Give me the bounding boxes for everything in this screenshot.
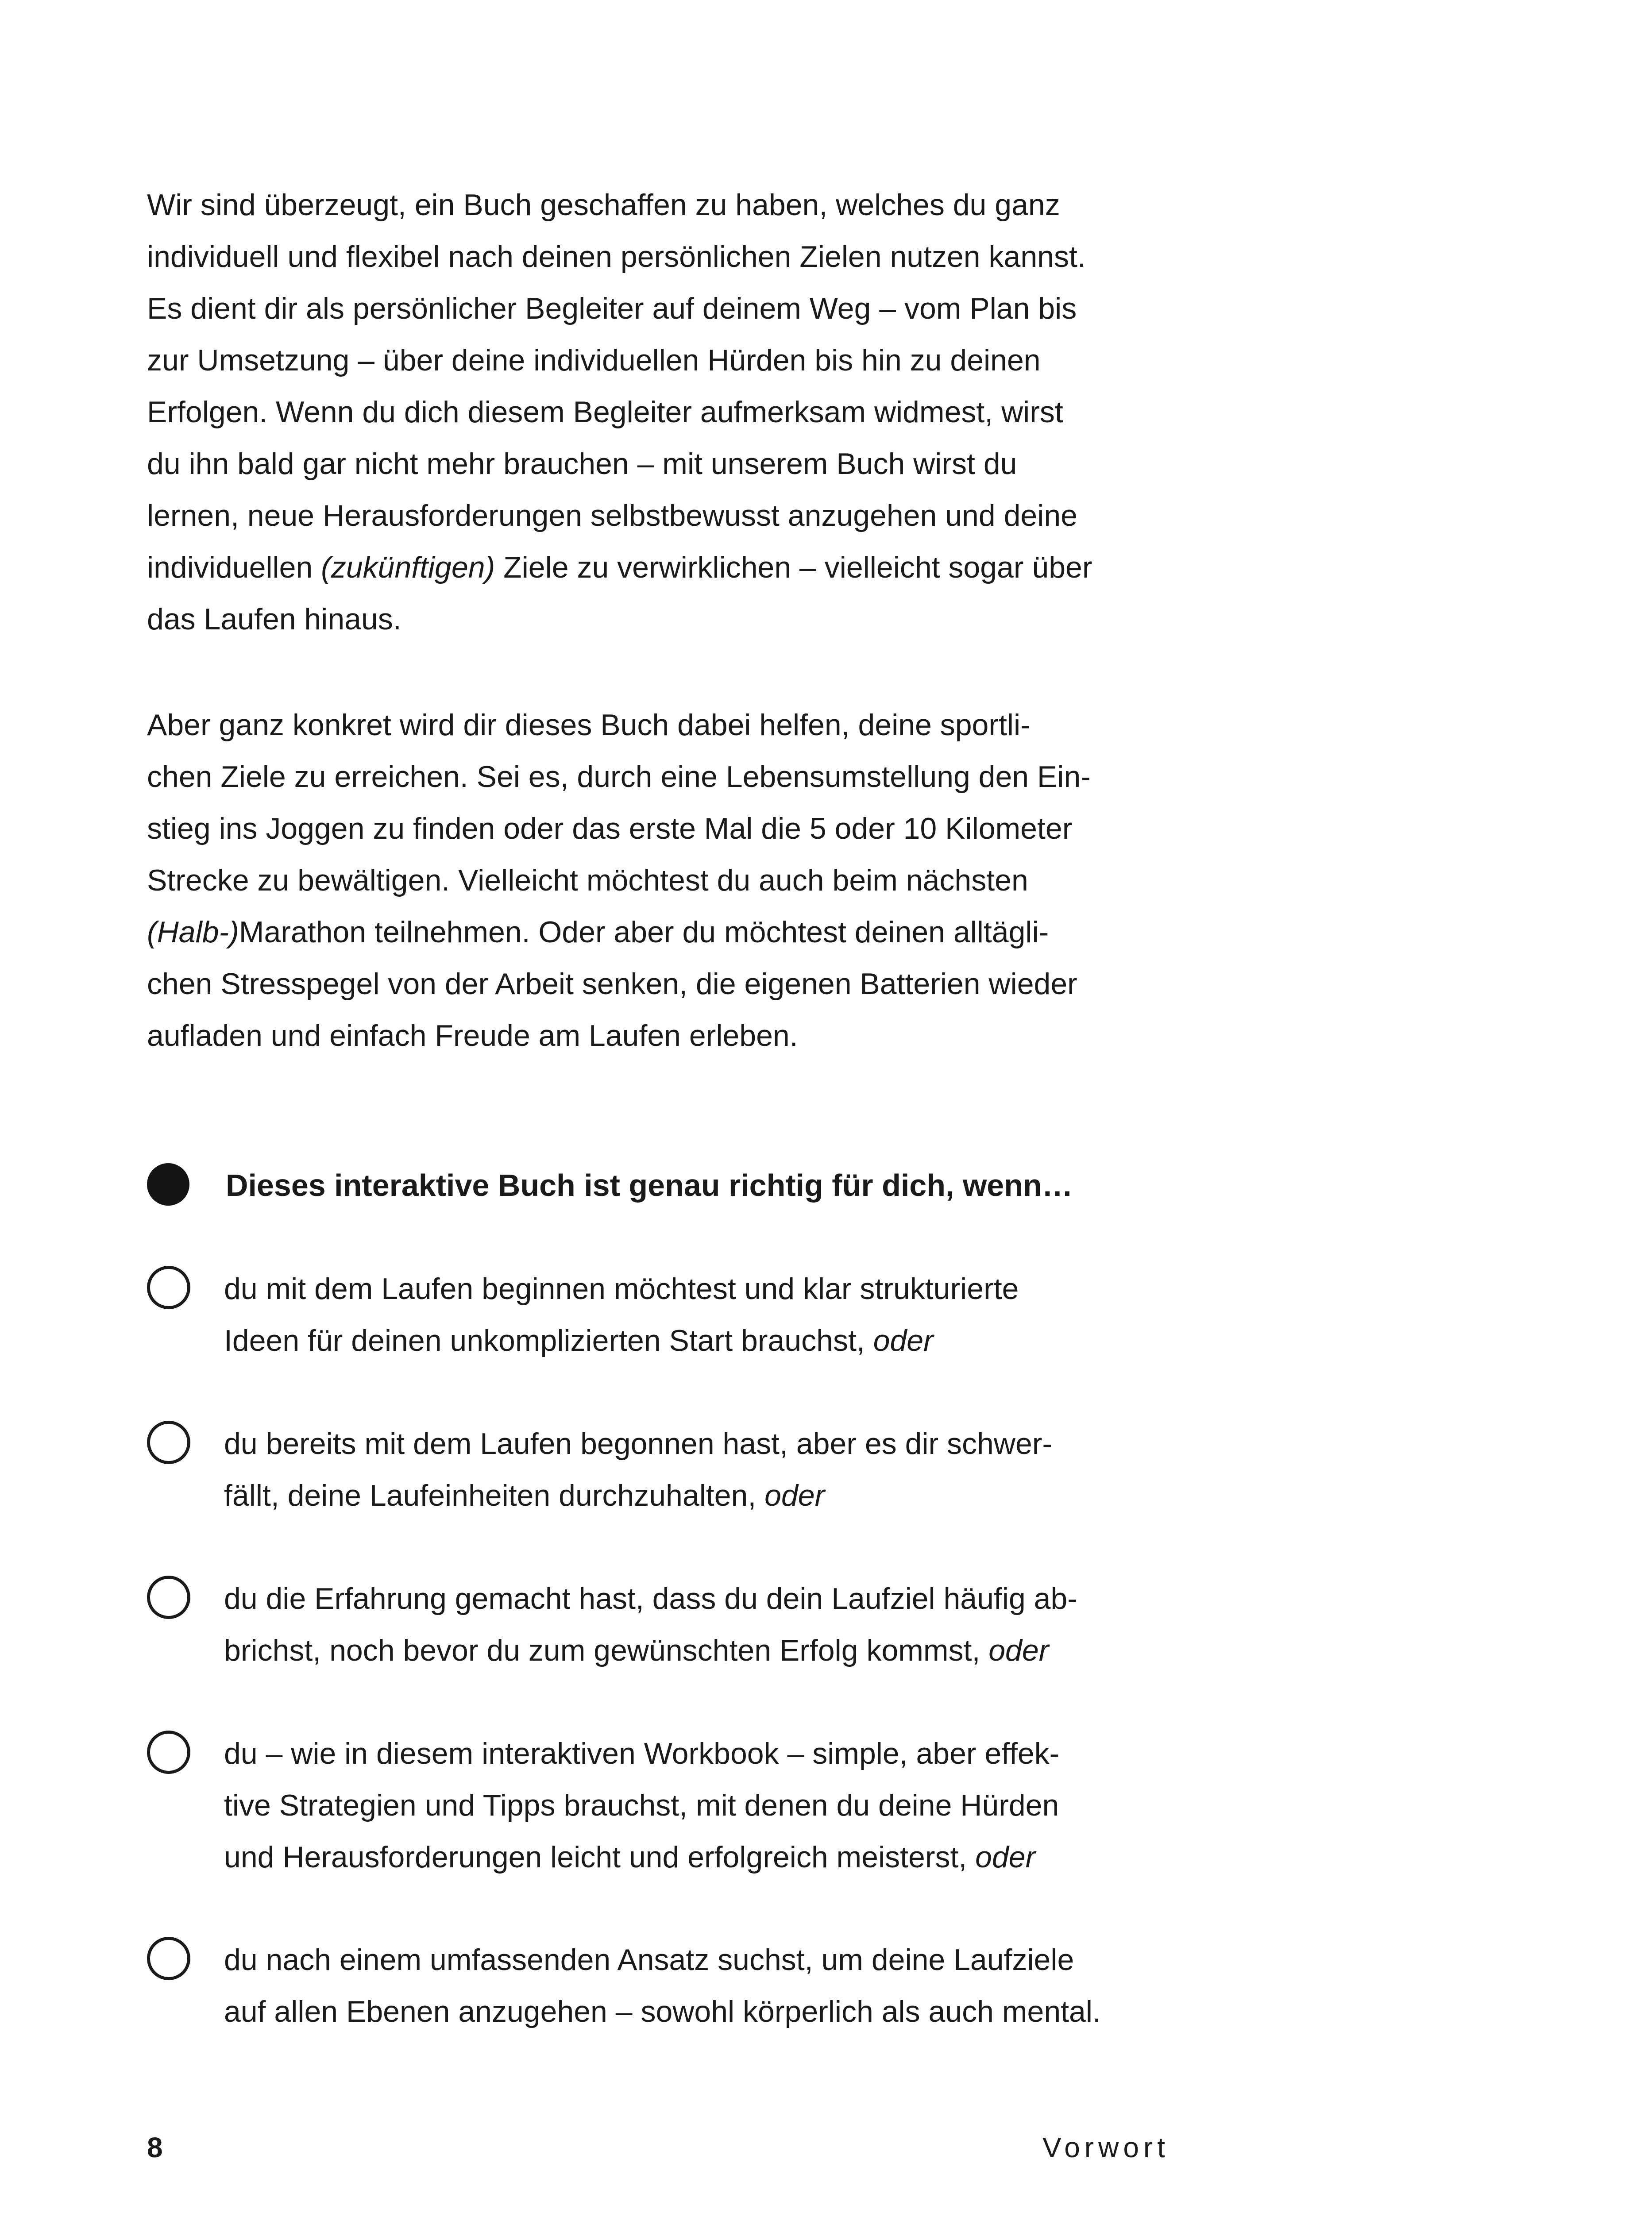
checklist-heading-text: Dieses interaktive Buch ist genau richtig für dich, wenn… [226, 1168, 1073, 1203]
checklist-item-text [224, 1263, 1171, 1367]
paragraph-line: Erfolgen. Wenn du dich diesem Begleiter aufmerksam widmest, wirst [147, 395, 1063, 429]
checklist-item-text [224, 1573, 1171, 1677]
checkbox-circle-icon[interactable] [147, 1266, 190, 1309]
intro-paragraph [147, 179, 1170, 645]
item-line [224, 1625, 1171, 1677]
italic-emphasis: oder [988, 1634, 1049, 1667]
checkbox-circle-icon[interactable] [147, 1937, 190, 1980]
paragraph-line: individuell und flexibel nach deinen persönlichen Zielen nutzen kannst. [147, 240, 1086, 274]
paragraph-line: zur Umsetzung – über deine individuellen Hürden bis hin zu deinen [147, 343, 1041, 377]
checkbox-circle-icon[interactable] [147, 1731, 190, 1774]
item-line: tive Strategien und Tipps brauchst, mit denen du deine Hürden [224, 1789, 1059, 1822]
item-line: du – wie in diesem interaktiven Workbook – simple, aber effek- [224, 1737, 1060, 1770]
paragraph-line [147, 906, 1170, 958]
item-line: du bereits mit dem Laufen begonnen hast, aber es dir schwer- [224, 1427, 1053, 1461]
text-segment: Ideen für deinen unkomplizierten Start brauchst, [224, 1324, 873, 1357]
goals-paragraph [147, 699, 1170, 1062]
paragraph-line: du ihn bald gar nicht mehr brauchen – mit unserem Buch wirst du [147, 447, 1017, 481]
checklist-heading [147, 1163, 1174, 1207]
checklist-item-text [224, 1728, 1171, 1883]
paragraph-line: das Laufen hinaus. [147, 602, 401, 636]
italic-emphasis: oder [975, 1840, 1036, 1874]
italic-emphasis: oder [873, 1324, 934, 1357]
filled-circle-icon [147, 1163, 189, 1206]
text-segment: fällt, deine Laufeinheiten durchzuhalten, [224, 1479, 765, 1512]
text-segment: und Herausforderungen leicht und erfolgreich meisterst, [224, 1840, 976, 1874]
paragraph-line [147, 542, 1170, 594]
item-line: du nach einem umfassenden Ansatz suchst, um deine Laufziele [224, 1943, 1074, 1977]
paragraph-line: chen Ziele zu erreichen. Sei es, durch eine Lebensumstellung den Ein- [147, 760, 1091, 794]
item-line: du mit dem Laufen beginnen möchtest und klar strukturierte [224, 1272, 1019, 1306]
item-line: du die Erfahrung gemacht hast, dass du dein Laufziel häufig ab- [224, 1582, 1077, 1615]
italic-emphasis: (Halb-) [147, 915, 239, 949]
italic-emphasis: oder [764, 1479, 825, 1512]
paragraph-line: chen Stresspegel von der Arbeit senken, die eigenen Batterien wieder [147, 967, 1077, 1001]
text-segment: brichst, noch bevor du zum gewünschten Erfolg kommst, [224, 1634, 989, 1667]
checklist-item-text [224, 1934, 1171, 2038]
paragraph-line: Wir sind überzeugt, ein Buch geschaffen zu haben, welches du ganz [147, 188, 1060, 222]
checkbox-circle-icon[interactable] [147, 1421, 190, 1464]
checkbox-circle-icon[interactable] [147, 1576, 190, 1619]
item-line: auf allen Ebenen anzugehen – sowohl körperlich als auch mental. [224, 1995, 1101, 2028]
paragraph-line: Aber ganz konkret wird dir dieses Buch dabei helfen, deine sportli- [147, 708, 1031, 742]
text-segment: individuellen [147, 551, 321, 584]
item-line [224, 1470, 1171, 1522]
running-footer-section: Vorwort [1042, 2132, 1170, 2163]
paragraph-line: aufladen und einfach Freude am Laufen erleben. [147, 1019, 798, 1053]
paragraph-line: lernen, neue Herausforderungen selbstbewusst anzugehen und deine [147, 499, 1077, 532]
paragraph-line: stieg ins Joggen zu finden oder das erste Mal die 5 oder 10 Kilometer [147, 812, 1073, 845]
page-number: 8 [147, 2132, 163, 2163]
italic-emphasis: (zukünftigen) [321, 551, 495, 584]
text-segment: Ziele zu verwirklichen – vielleicht sogar über [495, 551, 1092, 584]
text-segment: Marathon teilnehmen. Oder aber du möchtest deinen alltägli- [239, 915, 1049, 949]
paragraph-line: Strecke zu bewältigen. Vielleicht möchtest du auch beim nächsten [147, 864, 1028, 897]
checklist-item-text [224, 1418, 1171, 1522]
paragraph-line: Es dient dir als persönlicher Begleiter auf deinem Weg – vom Plan bis [147, 292, 1077, 325]
item-line [224, 1315, 1171, 1367]
item-line [224, 1831, 1171, 1883]
